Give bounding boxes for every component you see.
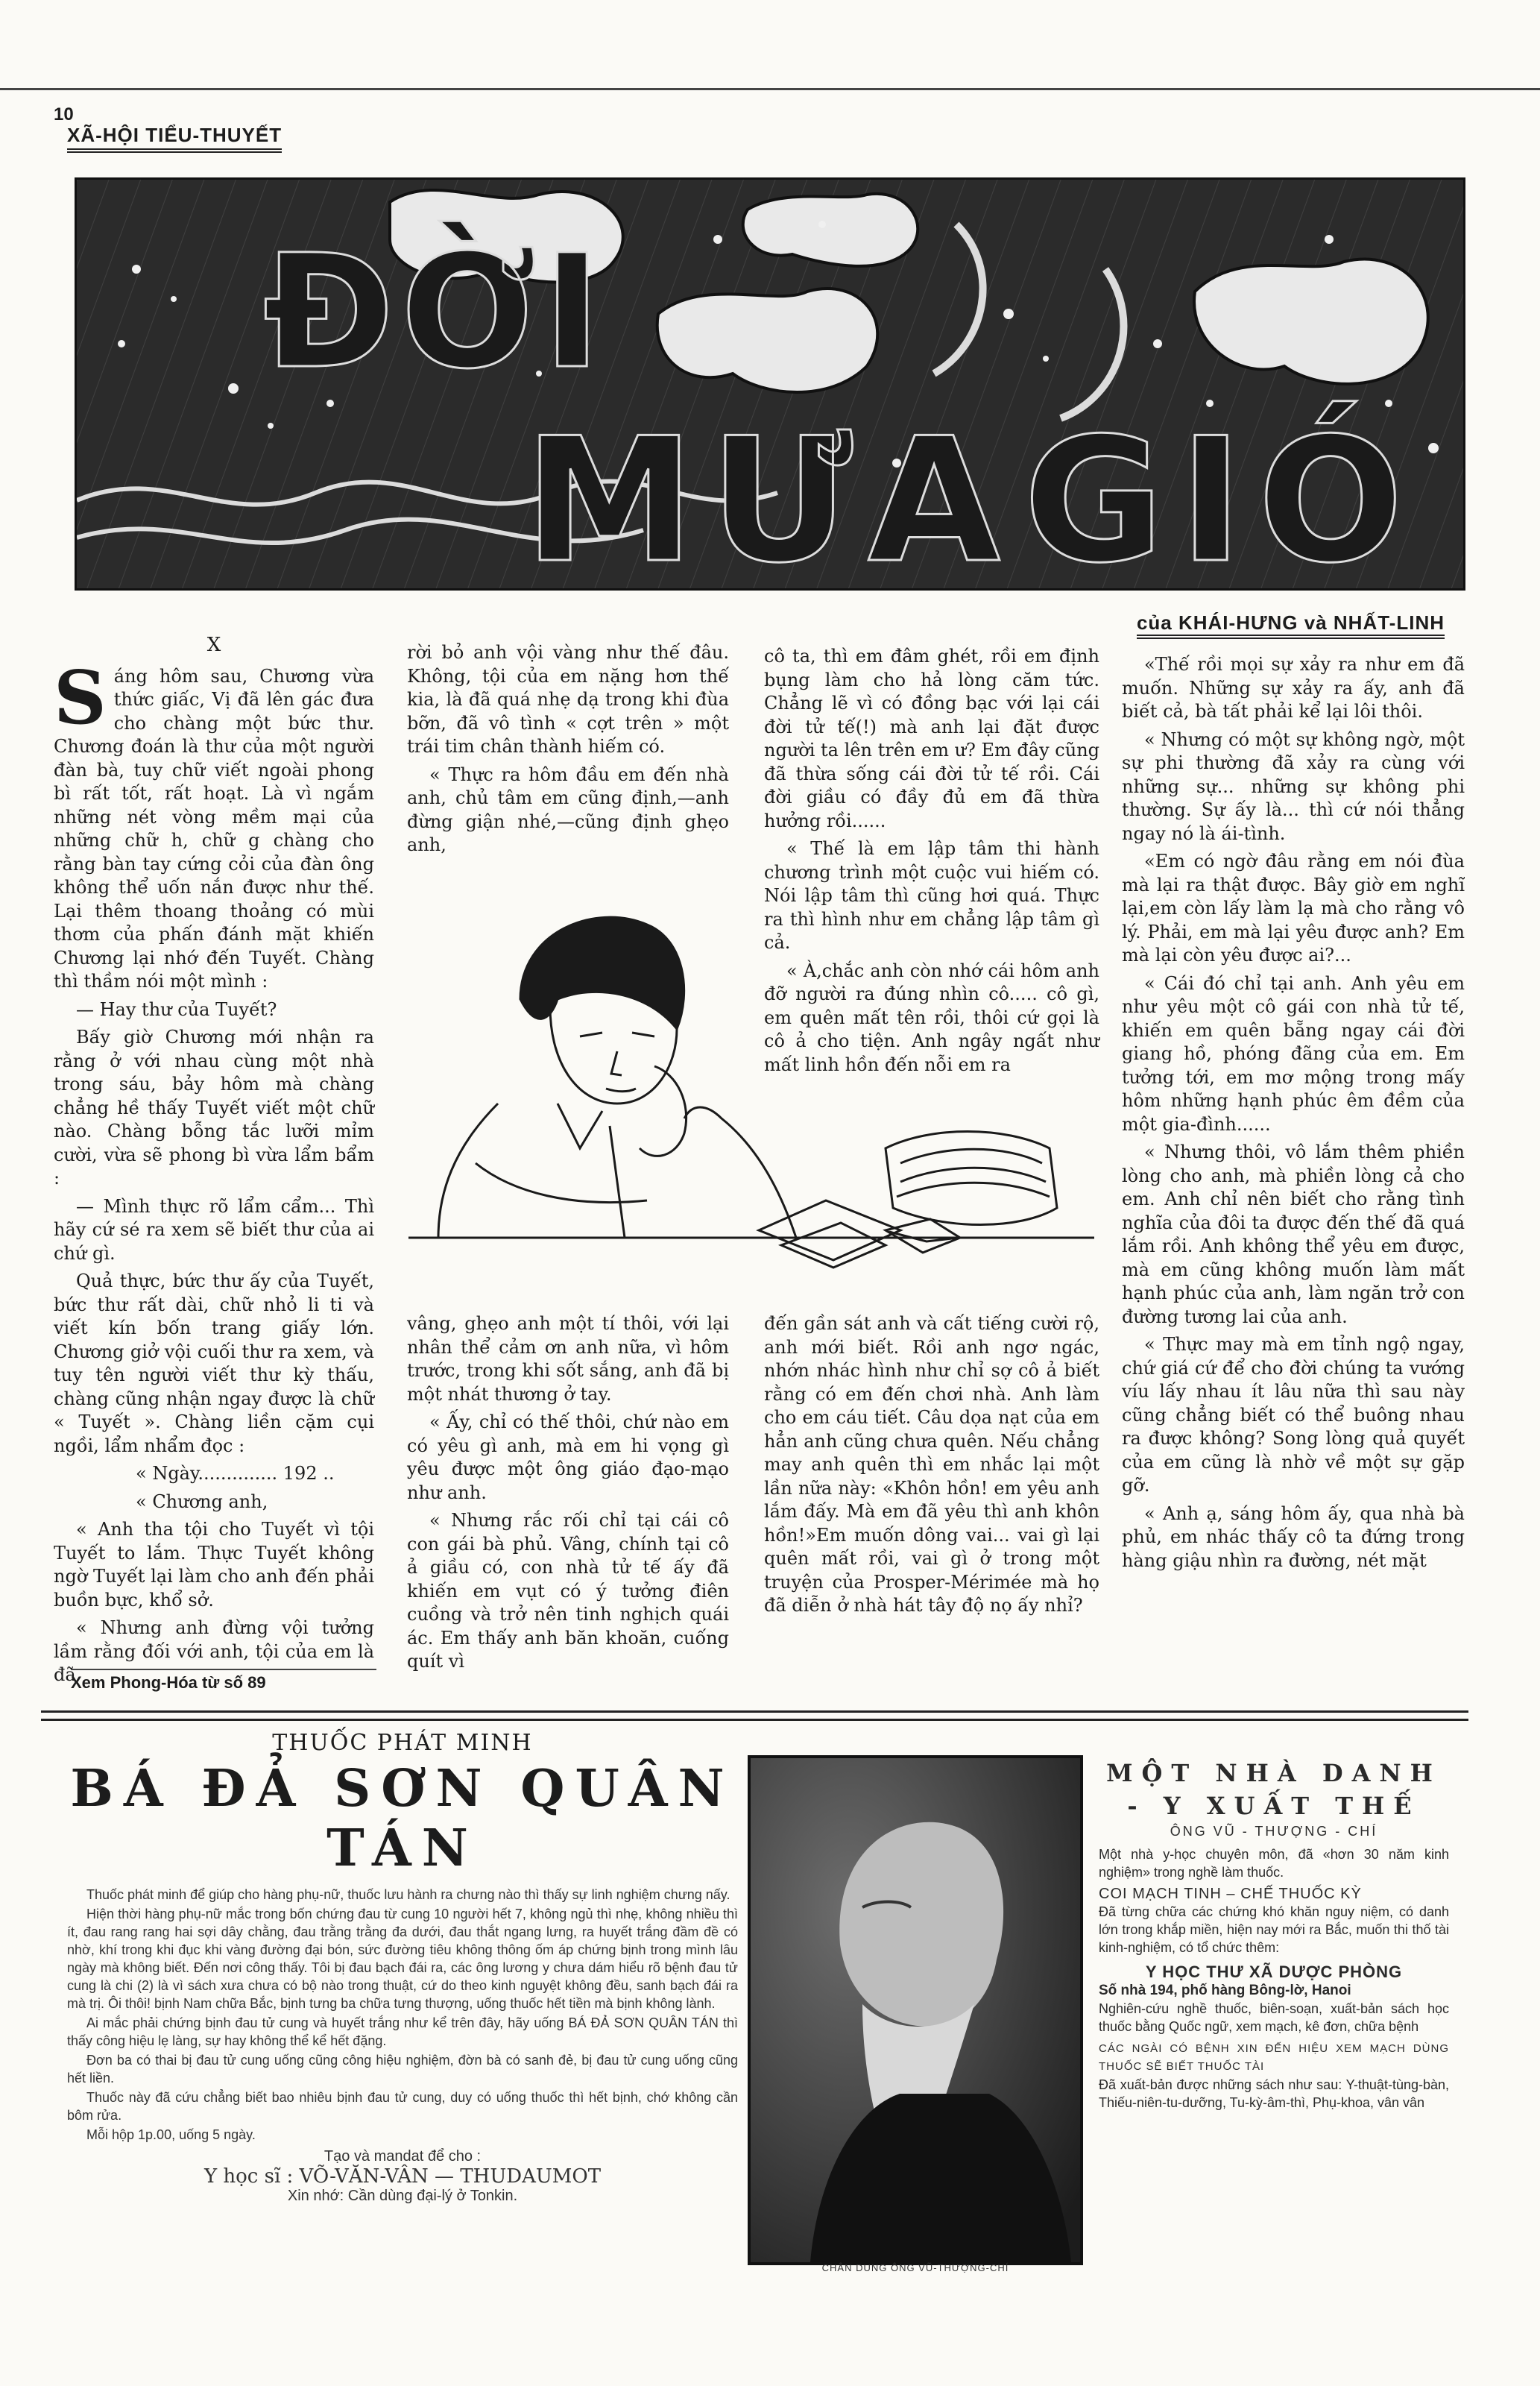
physician-advertisement — [1099, 1757, 1449, 2112]
story-paragraph: — Hay thư của Tuyết? — [76, 998, 277, 1020]
story-paragraph: « Cái đó chỉ tại anh. Anh yêu em như yêu một cô gái con nhà tử tế, khiến em quên bẵng ngay cái đời giang hồ, phóng đãng của em. Em tưởng tới, em mơ mộng trong mấy hôm những hạnh phúc êm đềm của một gia-đình...... — [1122, 972, 1465, 1135]
story-paragraph: « Nhưng thôi, vô lắm thêm phiền lòng cho anh, mà phiền lòng cả cho em. Anh chỉ nên biết cho rằng tình nghĩa của đôi ta được đến thế đã quá lắm rồi. Anh không thể yêu em được, mà em cũng không muốn làm mất hạnh phúc của anh, làm ngăn trở con đường tương lai của anh. — [1122, 1142, 1465, 1327]
section-divider — [41, 1710, 1468, 1721]
photo-caption: CHÂN DUNG ÔNG VŨ-THƯỢNG-CHÍ — [821, 2262, 1009, 2273]
chapter-number: X — [206, 634, 221, 656]
letter-salutation: « Chương anh, — [136, 1491, 268, 1512]
ad-paragraph: Thuốc phát minh để giúp cho hàng phụ-nữ, thuốc lưu hành ra chưng nào thì thấy sự linh nghiệm chưng nấy. — [86, 1887, 730, 1902]
section-header: XÃ-HỘI TIỂU-THUYẾT — [67, 124, 282, 153]
story-paragraph: « Nhưng rắc rối chỉ tại cái cô con gái bà phủ. Vâng, chính tại cô ả giầu có, con nhà tử tế ấy đã khiến em vụt có ý tưởng điên cuồng và trở nên tinh nghịch quái ác. Em thấy anh băn khoăn, cuống quít vì — [407, 1510, 729, 1672]
story-paragraph: «Em có ngờ đâu rằng em nói đùa mà lại ra thật được. Bây giờ em nghĩ lại,em còn lấy làm lạ mà cho rằng vô lý. Phải, em mà lại yêu được anh? Em mà lại còn yêu được ai?... — [1122, 851, 1465, 966]
story-paragraph: « Nhưng có một sự không ngờ, một sự phi thường đã xảy ra cùng với những sự... những sự không phi thường. Sự ấy là... thì cứ nói thẳng ngay nó là ái-tình. — [1122, 728, 1465, 844]
story-paragraph: rời bỏ anh vội vàng như thế đâu. Không, tội của em nặng hơn thế kia, là đã quá nhẹ dạ trong khi đùa bỡn, đã vô tình « cợt trên » một trái tim chân thành hiếm có. — [407, 642, 729, 757]
story-paragraph: đến gần sát anh và cất tiếng cười rộ, anh mới biết. Rồi anh ngơ ngác, nhớn nhác hình như chỉ sợ cô ả biết rằng có em đến chơi nhà. Anh làm cho em cáu tiết. Câu dọa nạt của em hẳn anh cũng chưa quên. Nếu chẳng may anh quên thì em nhắc lại một lần nữa này: «Khôn hồn! em yêu anh lắm đấy. Mà em đã yêu thì anh khôn hồn!»Em muốn dông vai... vai gì lại quên mất rồi, vai gì ở trong một truyện của Prosper-Mérimée mà họ đã diễn ở nhà hát tây độ nọ ấy nhỉ? — [764, 1313, 1099, 1616]
ad-kicker: THUỐC PHÁT MINH — [272, 1730, 533, 1756]
medicine-advertisement — [67, 1730, 738, 2205]
portrait-image — [751, 1758, 1080, 2262]
story-paragraph: « À,chắc anh còn nhớ cái hôm anh đỡ người ra đúng nhìn cô..... cô gì, em quên mất tên rồi, thôi cứ gọi là cô ả cho tiện. Anh ngây ngất như mất linh hồn đến nỗi em ra — [764, 960, 1099, 1075]
story-paragraph: « Thực ra hôm đầu em đến nhà anh, chủ tâm em cũng định,—anh đừng giận nhé,—cũng định ghẹo anh, — [407, 764, 729, 855]
story-paragraph: cô ta, thì em đâm ghét, rồi em định bụng làm cho hả lòng căm tức. Chẳng lẽ vì có đồng bạc với lại cái đời tử tế(!) mà anh lại đặt được người ta lên trên em ư? Em đây cũng đã thừa sống cái đời tử tế rồi. Cái đời giầu có đầy đủ em đã thừa hưởng rồi...... — [764, 646, 1100, 831]
portrait-photo — [748, 1755, 1083, 2265]
story-paragraph: « Thế là em lập tâm thi hành chương trình một cuộc vui hiếm có. Nói lập tâm thì cũng hơi quá. Thực ra thì hình như em chẳng lập tâm gì cả. — [764, 838, 1099, 953]
story-illustration — [408, 880, 1094, 1297]
ad2-address: Số nhà 194, phố hàng Bông-lờ, Hanoi — [1099, 1983, 1351, 1998]
banner-illustration — [77, 180, 1463, 588]
story-paragraph: áng hôm sau, Chương vừa thức giấc, Vị đã lên gác đưa cho chàng một bức thư. Chương đoán là thư của một người đàn bà, tuy chữ viết ngoài phong bì rất tốt, rất hoạt. Là vì ngắm những nét vòng mềm mại của những chữ h, chữ g chàng cho rằng bàn tay cứng cỏi của đàn ông không thể uốn nắn được như thế. Lại thêm thoang thoảng có mùi thơm của phấn đánh mặt khiến Chương lại nhớ đến Tuyết. Chàng thì thầm nói một mình : — [54, 665, 374, 992]
story-column-2 — [407, 641, 729, 862]
story-paragraph: « Nhưng anh đừng vội tưởng lầm rằng đối với anh, tội của em là đã — [54, 1617, 374, 1685]
ad2-paragraph: Đã từng chữa các chứng khó khăn nguy niệm, có danh lớn trong khắp miền, hiện nay mới ra Bắc, muốn thi thố tài kinh-nghiệm, có tổ chức thêm: — [1099, 1904, 1449, 1955]
story-paragraph: vâng, ghẹo anh một tí thôi, với lại nhân thể cảm ơn anh nữa, vì hôm trước, trong khi sốt sắng, anh đã bị một nhát thương ở tay. — [407, 1313, 729, 1405]
ad2-notice: CÁC NGÀI CÓ BỆNH XIN ĐẾN HIỆU XEM MẠCH DÙNG THUỐC SẼ BIẾT THUỐC TÀI — [1099, 2042, 1449, 2073]
story-paragraph: Bấy giờ Chương mới nhận ra rằng ở với nhau cùng một nhà trong sáu, bảy hôm mà chàng chẳng hề thấy Tuyết viết một chữ nào. Chàng bỗng tắc lưỡi mỉm cười, vừa sẽ phong bì vừa lẩm bẩm : — [54, 1027, 374, 1189]
title-word-gio: GIÓ — [1023, 402, 1418, 588]
ad2-author: ÔNG VŨ - THƯỢNG - CHÍ — [1170, 1824, 1378, 1839]
ad2-paragraph: Một nhà y-học chuyên môn, đã «hơn 30 năm kinh nghiệm» trong nghề làm thuốc. — [1099, 1847, 1449, 1880]
story-paragraph: « Anh tha tội cho Tuyết vì tội Tuyết to lắm. Thực Tuyết không ngờ Tuyết lại làm cho anh đến phải buồn bực, khổ sở. — [54, 1519, 374, 1611]
story-paragraph: « Anh ạ, sáng hôm ấy, qua nhà bà phủ, em nhác thấy cô ta đứng trong hàng giậu nhìn ra đường, nét mặt — [1122, 1502, 1465, 1571]
ad2-subheading: COI MẠCH TINH – CHẾ THUỐC KỲ — [1099, 1886, 1362, 1902]
ad-paragraph: Ai mắc phải chứng bịnh đau tử cung và huyết trắng như kể trên đây, hãy uống BÁ ĐẢ SƠN QUÂN TÁN thì thấy công hiệu lẹ làng, sự hay không thể kể hết đặng. — [67, 2015, 738, 2048]
byline: của KHÁI-HƯNG và NHẤT-LINH — [1137, 611, 1445, 639]
ad-title: BÁ ĐẢ SƠN QUÂN TÁN — [70, 1759, 735, 1878]
ad-agent-note: Xin nhớ: Cần dùng đại-lý ở Tonkin. — [287, 2188, 518, 2204]
story-column-2-bottom — [407, 1312, 729, 1678]
story-paragraph: « Thực may mà em tỉnh ngộ ngay, chứ giá cứ để cho đời chúng ta vướng víu lấy nhau ít lâu nữa thì sau này cũng chẳng biết có thể buông nhau ra được không? Song lòng quả quyết của em cũng là nhờ về một sự gặp gỡ. — [1122, 1334, 1465, 1496]
man-at-table-drawing — [408, 880, 1094, 1297]
title-word-mua: MƯA — [524, 402, 1016, 588]
ad-contact-name: Y học sĩ : VÕ-VĂN-VÂN — THUDAUMOT — [203, 2165, 602, 2188]
continuation-note: Xem Phong-Hóa từ số 89 — [71, 1669, 376, 1693]
story-paragraph: « Ấy, chỉ có thế thôi, chứ nào em có yêu gì anh, mà em hi vọng gì yêu được một ông giáo đạo-mạo như anh. — [407, 1411, 729, 1503]
ad-paragraph: Hiện thời hàng phụ-nữ mắc trong bốn chứng đau từ cung 10 người hết 7, không ngủ thì nhẹ, không nhiều thì ít, đau rang rang hai sợi dây chằng, đau trằng trằng đa dưới, đau thắt ngang lưng, ra huyết trắng đầm đề có nhờ, khí trong khi đục khi vàng đường đại bón, sức đường tiêu không thông ốm áp chứng bịnh trong mình lâu ngày mà không biết. Đến nơi công thấy. Tôi bị đau bạch đái ra, các ông lương y chưa dám hiểu rõ bệnh đau tử cung là chi (2) là vì sách xưa chưa có bộ nào trong thuật, cứ do theo kinh nguyệt không đều, sanh bạch đái ra mà trị. Ôi thôi! bịnh Nam chữa Bắc, bịnh tưng ba chữa tưng thượng, uống thuốc hết tiền mà bịnh không lành. — [67, 1907, 738, 2011]
ad-body — [67, 1886, 738, 2144]
title-word-doi: ĐỜI — [263, 221, 608, 403]
story-paragraph: Quả thực, bức thư ấy của Tuyết, bức thư rất dài, chữ nhỏ li ti và viết kín bốn trang giấy lớn. Chương giở vội cuối thư ra xem, và tuy tên người viết thư kỳ thấu, chàng cũng nhận ngay được là chữ « Tuyết ». Chàng liền cặm cụi ngồi, lẩm nhẩm đọc : — [54, 1271, 374, 1456]
story-paragraph: — Mình thực rõ lẩm cẩm... Thì hãy cứ sé ra xem sẽ biết thư của ai chứ gì. — [54, 1195, 374, 1264]
ad2-paragraph: Đã xuất-bản được những sách như sau: Y-thuật-tùng-bàn, Thiếu-niên-tu-dưỡng, Tu-kỳ-âm-thì, Phụ-khoa, vân vân — [1099, 2077, 1449, 2110]
ad-order-line: Tạo và mandat để cho : — [324, 2148, 482, 2165]
story-column-1 — [54, 634, 374, 1692]
ad2-paragraph: Nghiên-cứu nghề thuốc, biên-soạn, xuất-bản sách học thuốc bằng Quốc ngữ, xem mạch, kê đơn, chữa bệnh — [1099, 2001, 1449, 2034]
ad-paragraph: Đơn ba có thai bị đau tử cung uống cũng công hiệu nghiệm, đờn bà có sanh đẻ, bị đau tử cung uống cũng hết liền. — [67, 2053, 738, 2086]
ad2-pharmacy-name: Y HỌC THƯ XÃ DƯỢC PHÒNG — [1145, 1962, 1403, 1981]
story-paragraph: «Thế rồi mọi sự xảy ra như em đã muốn. Những sự xảy ra ấy, anh đã biết cả, bà tất phải kể lại lôi thôi. — [1122, 654, 1465, 722]
ad-paragraph: Mỗi hộp 1p.00, uống 5 ngày. — [86, 2127, 256, 2142]
ad-paragraph: Thuốc này đã cứu chẳng biết bao nhiêu bịnh đau tử cung, duy có uống thuốc thì hết bịnh, chớ không cần bôm rửa. — [67, 2090, 738, 2123]
ad2-title: MỘT NHÀ DANH - Y XUẤT THẾ — [1106, 1759, 1442, 1820]
drop-cap: S — [54, 655, 107, 741]
story-column-4 — [1122, 653, 1465, 1577]
page-number: 10 — [54, 104, 74, 125]
story-column-3-bottom — [764, 1312, 1099, 1622]
top-rule — [0, 88, 1540, 90]
letter-date: « Ngày.............. 192 .. — [136, 1463, 335, 1484]
title-banner — [75, 177, 1465, 591]
